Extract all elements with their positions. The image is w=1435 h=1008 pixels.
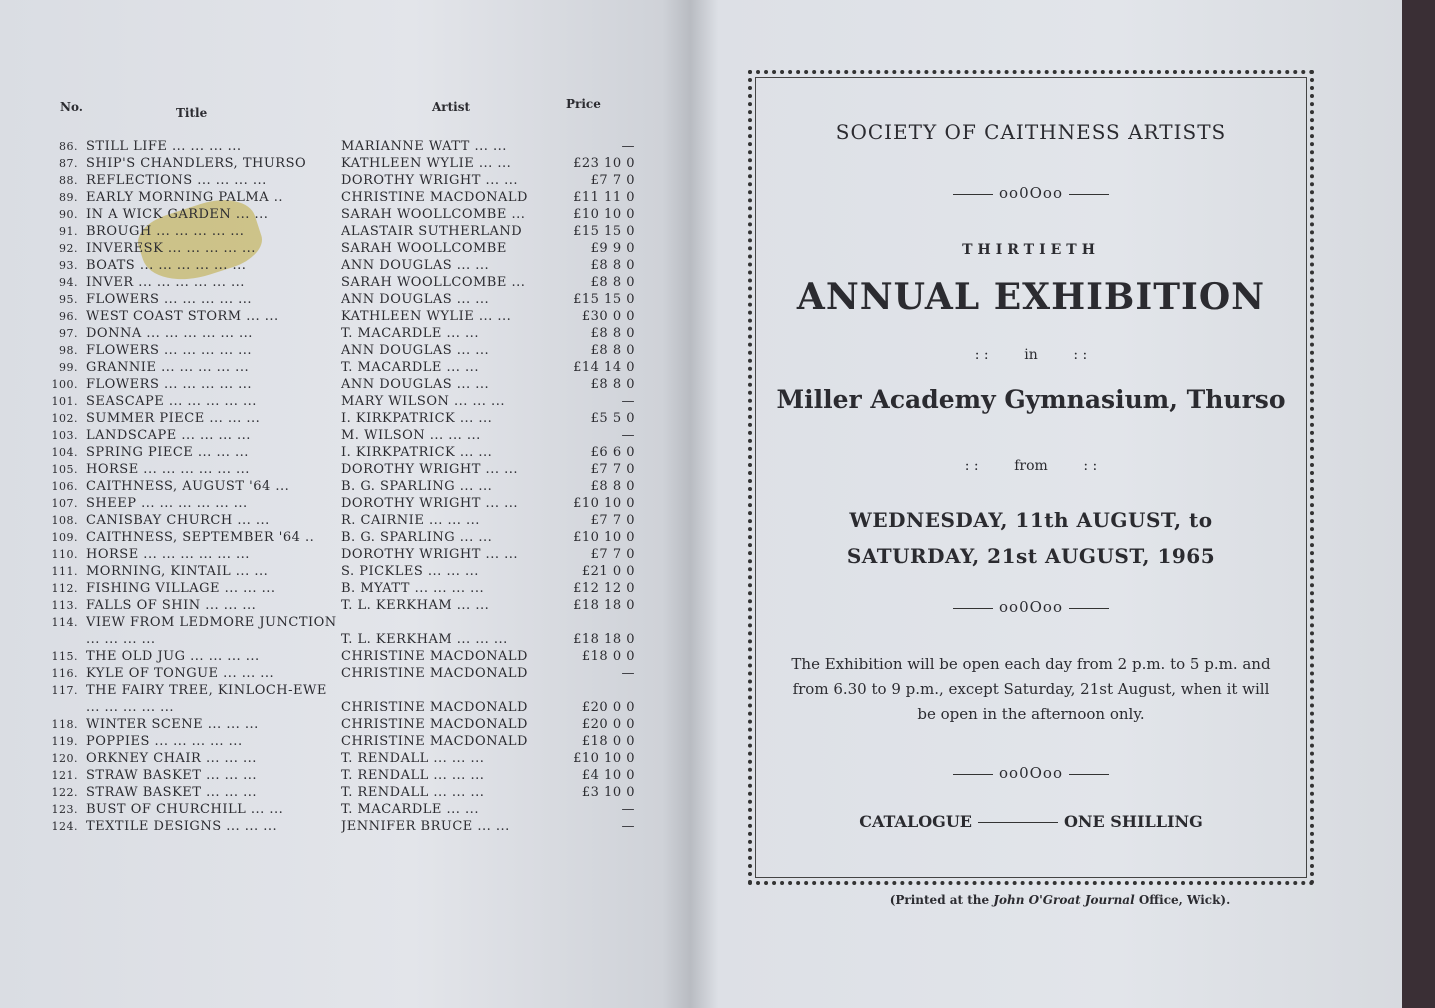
catalogue-entry [30, 682, 650, 716]
entry-artist: CHRISTINE MACDONALD [341, 666, 528, 681]
catalogue-entry [30, 546, 650, 563]
catalogue-entry [30, 138, 650, 155]
catalogue-entry [30, 461, 650, 478]
ornament-divider-2: oo0Ooo [748, 598, 1314, 616]
entry-artist: MARY WILSON ... ... ... [341, 394, 505, 409]
entry-title: FALLS OF SHIN ... ... ... [86, 598, 257, 613]
entry-price: £20 0 0 [581, 700, 635, 715]
entry-artist: MARIANNE WATT ... ... [341, 139, 507, 154]
entry-price: £30 0 0 [581, 309, 635, 324]
entry-price: £7 7 0 [590, 513, 635, 528]
entry-price: £18 18 0 [573, 598, 635, 613]
entry-title: FLOWERS ... ... ... ... ... [86, 292, 253, 307]
entry-no: 96. [59, 310, 78, 323]
catalogue-entry [30, 410, 650, 427]
entry-title: SHEEP ... ... ... ... ... ... [86, 496, 248, 511]
entry-price: £8 8 0 [590, 479, 635, 494]
opening-hours: The Exhibition will be open each day from 2 p.m. to 5 p.m. and from 6.30 to 9 p.m., except Saturday, 21st August, when it will be open in the afternoon only. [791, 655, 1271, 723]
catalogue-entry [30, 223, 650, 240]
entry-artist: I. KIRKPATRICK ... ... [341, 411, 493, 426]
venue: Miller Academy Gymnasium, Thurso [776, 385, 1286, 414]
entry-title: THE FAIRY TREE, KINLOCH-EWE ... ... ... ... ... [86, 683, 327, 715]
entry-title: TEXTILE DESIGNS ... ... ... [86, 819, 278, 834]
entry-title: POPPIES ... ... ... ... ... [86, 734, 243, 749]
entry-artist: S. PICKLES ... ... ... [341, 564, 479, 579]
entry-price: £10 10 0 [573, 751, 635, 766]
entry-artist: DOROTHY WRIGHT ... ... [341, 496, 518, 511]
entry-no: 97. [59, 327, 78, 340]
entry-no: 101. [51, 395, 78, 408]
entry-price: £23 10 0 [573, 156, 635, 171]
entry-price: — [621, 819, 635, 834]
date-line-1: WEDNESDAY, 11th AUGUST, to [849, 508, 1213, 532]
entry-price: £8 8 0 [590, 343, 635, 358]
catalogue-entry [30, 767, 650, 784]
entry-no: 117. [51, 684, 78, 697]
entry-artist: M. WILSON ... ... ... [341, 428, 481, 443]
entry-title: BUST OF CHURCHILL ... ... [86, 802, 284, 817]
entry-price: £18 18 0 [573, 632, 635, 647]
catalogue-entry [30, 818, 650, 835]
entry-artist: ANN DOUGLAS ... ... [341, 292, 490, 307]
entry-artist: T. MACARDLE ... ... [341, 360, 479, 375]
entry-no: 92. [59, 242, 78, 255]
catalogue-entry [30, 733, 650, 750]
entry-no: 115. [51, 650, 78, 663]
entry-title: ORKNEY CHAIR ... ... ... [86, 751, 257, 766]
entry-no: 87. [59, 157, 78, 170]
entry-title: CANISBAY CHURCH ... ... [86, 513, 270, 528]
catalogue-price [748, 812, 1314, 831]
entry-artist: CHRISTINE MACDONALD [341, 700, 528, 715]
catalogue-entry [30, 597, 650, 614]
entry-price: £11 11 0 [573, 190, 635, 205]
catalogue-entry [30, 342, 650, 359]
catalogue-entry [30, 206, 650, 223]
catalogue-list [30, 138, 650, 835]
entry-no: 112. [51, 582, 78, 595]
entry-title: SHIP'S CHANDLERS, THURSO [86, 156, 307, 171]
catalogue-entry [30, 784, 650, 801]
entry-title: WINTER SCENE ... ... ... [86, 717, 259, 732]
catalogue-entry [30, 393, 650, 410]
catalogue-entry [30, 359, 650, 376]
entry-price: £8 8 0 [590, 377, 635, 392]
entry-artist: ALASTAIR SUTHERLAND [341, 224, 523, 239]
entry-artist: CHRISTINE MACDONALD [341, 649, 528, 664]
printer-credit: (Printed at the John O'Groat Journal Office, Wick). [889, 893, 1231, 907]
entry-price: — [621, 428, 635, 443]
entry-price: £9 9 0 [590, 241, 635, 256]
entry-no: 88. [59, 174, 78, 187]
entry-artist: T. RENDALL ... ... ... [341, 785, 485, 800]
entry-no: 100. [51, 378, 78, 391]
entry-title: INVERESK ... ... ... ... ... [86, 241, 256, 256]
catalogue-entry [30, 563, 650, 580]
entry-no: 118. [51, 718, 78, 731]
entry-title: SEASCAPE ... ... ... ... ... [86, 394, 257, 409]
catalogue-entry [30, 512, 650, 529]
entry-title: SPRING PIECE ... ... ... [86, 445, 249, 460]
entry-price: £8 8 0 [590, 275, 635, 290]
catalogue-entry [30, 257, 650, 274]
catalogue-entry [30, 750, 650, 767]
entry-no: 95. [59, 293, 78, 306]
entry-no: 102. [51, 412, 78, 425]
entry-price: £12 12 0 [573, 581, 635, 596]
entry-no: 113. [51, 599, 78, 612]
catalogue-entry [30, 614, 650, 648]
entry-title: BROUGH ... ... ... ... ... [86, 224, 245, 239]
catalogue-entry [30, 495, 650, 512]
entry-price: £10 10 0 [573, 207, 635, 222]
catalogue-entry [30, 308, 650, 325]
catalogue-entry [30, 478, 650, 495]
catalogue-entry [30, 716, 650, 733]
exhibition-number: THIRTIETH [962, 242, 1100, 258]
entry-artist: B. G. SPARLING ... ... [341, 479, 493, 494]
entry-no: 110. [51, 548, 78, 561]
catalogue-entry [30, 155, 650, 172]
entry-no: 114. [51, 616, 78, 629]
entry-no: 123. [51, 803, 78, 816]
entry-title: DONNA ... ... ... ... ... ... [86, 326, 253, 341]
date-line-2: SATURDAY, 21st AUGUST, 1965 [846, 544, 1216, 568]
catalogue-label: CATALOGUE [859, 812, 972, 831]
entry-no: 94. [59, 276, 78, 289]
catalogue-entry [30, 189, 650, 206]
entry-artist: DOROTHY WRIGHT ... ... [341, 462, 518, 477]
catalogue-entry [30, 376, 650, 393]
header-no: No. [60, 100, 83, 114]
entry-no: 124. [51, 820, 78, 833]
entry-price: — [621, 394, 635, 409]
entry-artist: KATHLEEN WYLIE ... ... [341, 309, 512, 324]
entry-no: 106. [51, 480, 78, 493]
entry-title: KYLE OF TONGUE ... ... ... [86, 666, 275, 681]
entry-title: MORNING, KINTAIL ... ... [86, 564, 269, 579]
entry-artist: ANN DOUGLAS ... ... [341, 258, 490, 273]
entry-artist: ANN DOUGLAS ... ... [341, 377, 490, 392]
catalogue-entry [30, 291, 650, 308]
entry-artist: T. RENDALL ... ... ... [341, 751, 485, 766]
entry-price: £6 6 0 [590, 445, 635, 460]
entry-title: SUMMER PIECE ... ... ... [86, 411, 261, 426]
entry-price: — [621, 802, 635, 817]
entry-title: GRANNIE ... ... ... ... ... [86, 360, 250, 375]
entry-title: FLOWERS ... ... ... ... ... [86, 343, 253, 358]
entry-artist: T. MACARDLE ... ... [341, 326, 479, 341]
entry-artist: I. KIRKPATRICK ... ... [341, 445, 493, 460]
entry-no: 89. [59, 191, 78, 204]
entry-price: £3 10 0 [581, 785, 635, 800]
entry-artist: T. RENDALL ... ... ... [341, 768, 485, 783]
entry-price: £18 0 0 [581, 649, 635, 664]
catalogue-entry [30, 172, 650, 189]
catalogue-entry [30, 444, 650, 461]
entry-artist: SARAH WOOLLCOMBE ... [341, 207, 526, 222]
entry-price: £7 7 0 [590, 462, 635, 477]
entry-artist: T. L. KERKHAM ... ... ... [341, 632, 508, 647]
entry-price: £8 8 0 [590, 326, 635, 341]
entry-title: HORSE ... ... ... ... ... ... [86, 462, 250, 477]
entry-no: 119. [51, 735, 78, 748]
catalogue-entry [30, 274, 650, 291]
catalogue-entry [30, 665, 650, 682]
entry-title: EARLY MORNING PALMA .. [86, 190, 284, 205]
from-label: : : from : : [964, 458, 1098, 474]
catalogue-entry [30, 427, 650, 444]
entry-title: LANDSCAPE ... ... ... ... [86, 428, 251, 443]
entry-no: 121. [51, 769, 78, 782]
entry-artist: CHRISTINE MACDONALD [341, 717, 528, 732]
entry-no: 105. [51, 463, 78, 476]
ornament-divider-3: oo0Ooo [748, 764, 1314, 782]
entry-price: £8 8 0 [590, 258, 635, 273]
entry-no: 120. [51, 752, 78, 765]
catalogue-entry [30, 648, 650, 665]
entry-title: BOATS ... ... ... ... ... ... [86, 258, 247, 273]
entry-price: £7 7 0 [590, 547, 635, 562]
entry-no: 90. [59, 208, 78, 221]
entry-no: 99. [59, 361, 78, 374]
entry-artist: JENNIFER BRUCE ... ... [341, 819, 510, 834]
entry-price: £15 15 0 [573, 292, 635, 307]
entry-price: £14 14 0 [573, 360, 635, 375]
entry-price: £10 10 0 [573, 496, 635, 511]
entry-artist: CHRISTINE MACDONALD [341, 190, 528, 205]
entry-title: STILL LIFE ... ... ... ... [86, 139, 242, 154]
exhibition-dates [748, 502, 1314, 574]
entry-artist: DOROTHY WRIGHT ... ... [341, 547, 518, 562]
entry-no: 111. [51, 565, 78, 578]
entry-title: CAITHNESS, SEPTEMBER '64 .. [86, 530, 315, 545]
entry-no: 91. [59, 225, 78, 238]
entry-title: VIEW FROM LEDMORE JUNCTION ... ... ... ... [86, 615, 337, 647]
catalogue-entry [30, 801, 650, 818]
society-name: SOCIETY OF CAITHNESS ARTISTS [835, 120, 1227, 144]
entry-artist: SARAH WOOLLCOMBE ... [341, 275, 526, 290]
entry-price: — [621, 666, 635, 681]
entry-no: 109. [51, 531, 78, 544]
entry-artist: CHRISTINE MACDONALD [341, 734, 528, 749]
exhibition-title: ANNUAL EXHIBITION [796, 276, 1266, 318]
entry-title: INVER ... ... ... ... ... ... [86, 275, 245, 290]
entry-no: 103. [51, 429, 78, 442]
entry-artist: KATHLEEN WYLIE ... ... [341, 156, 512, 171]
entry-artist: T. L. KERKHAM ... ... [341, 598, 490, 613]
entry-price: £20 0 0 [581, 717, 635, 732]
ornament-divider: oo0Ooo [748, 184, 1314, 202]
entry-price: £10 10 0 [573, 530, 635, 545]
entry-artist: T. MACARDLE ... ... [341, 802, 479, 817]
entry-artist: ANN DOUGLAS ... ... [341, 343, 490, 358]
entry-title: FISHING VILLAGE ... ... ... [86, 581, 276, 596]
header-artist: Artist [432, 100, 471, 114]
entry-artist: DOROTHY WRIGHT ... ... [341, 173, 518, 188]
catalogue-entry [30, 529, 650, 546]
header-price: Price [566, 97, 601, 111]
entry-artist: B. MYATT ... ... ... ... [341, 581, 485, 596]
entry-price: £5 5 0 [590, 411, 635, 426]
catalogue-entry [30, 325, 650, 342]
entry-price: £7 7 0 [590, 173, 635, 188]
entry-no: 108. [51, 514, 78, 527]
catalogue-entry [30, 240, 650, 257]
entry-artist: B. G. SPARLING ... ... [341, 530, 493, 545]
entry-title: STRAW BASKET ... ... ... [86, 768, 258, 783]
in-label: : : in : : [974, 347, 1088, 363]
entry-no: 86. [59, 140, 78, 153]
entry-title: FLOWERS ... ... ... ... ... [86, 377, 253, 392]
entry-price: £18 0 0 [581, 734, 635, 749]
header-title: Title [176, 106, 208, 120]
price-label: ONE SHILLING [1063, 812, 1203, 831]
entry-no: 107. [51, 497, 78, 510]
catalogue-page [0, 0, 690, 1008]
entry-title: THE OLD JUG ... ... ... ... [86, 649, 260, 664]
entry-artist: SARAH WOOLLCOMBE [341, 241, 507, 256]
entry-no: 104. [51, 446, 78, 459]
entry-title: WEST COAST STORM ... ... [86, 309, 279, 324]
entry-title: IN A WICK GARDEN ... ... [86, 207, 269, 222]
entry-no: 116. [51, 667, 78, 680]
entry-price: — [621, 139, 635, 154]
entry-title: HORSE ... ... ... ... ... ... [86, 547, 250, 562]
entry-price: £21 0 0 [581, 564, 635, 579]
entry-no: 93. [59, 259, 78, 272]
entry-no: 122. [51, 786, 78, 799]
entry-title: STRAW BASKET ... ... ... [86, 785, 258, 800]
entry-title: CAITHNESS, AUGUST '64 ... [86, 479, 290, 494]
entry-artist: R. CAIRNIE ... ... ... [341, 513, 480, 528]
entry-price: £4 10 0 [581, 768, 635, 783]
entry-no: 98. [59, 344, 78, 357]
catalogue-entry [30, 580, 650, 597]
entry-price: £15 15 0 [573, 224, 635, 239]
entry-title: REFLECTIONS ... ... ... ... [86, 173, 267, 188]
